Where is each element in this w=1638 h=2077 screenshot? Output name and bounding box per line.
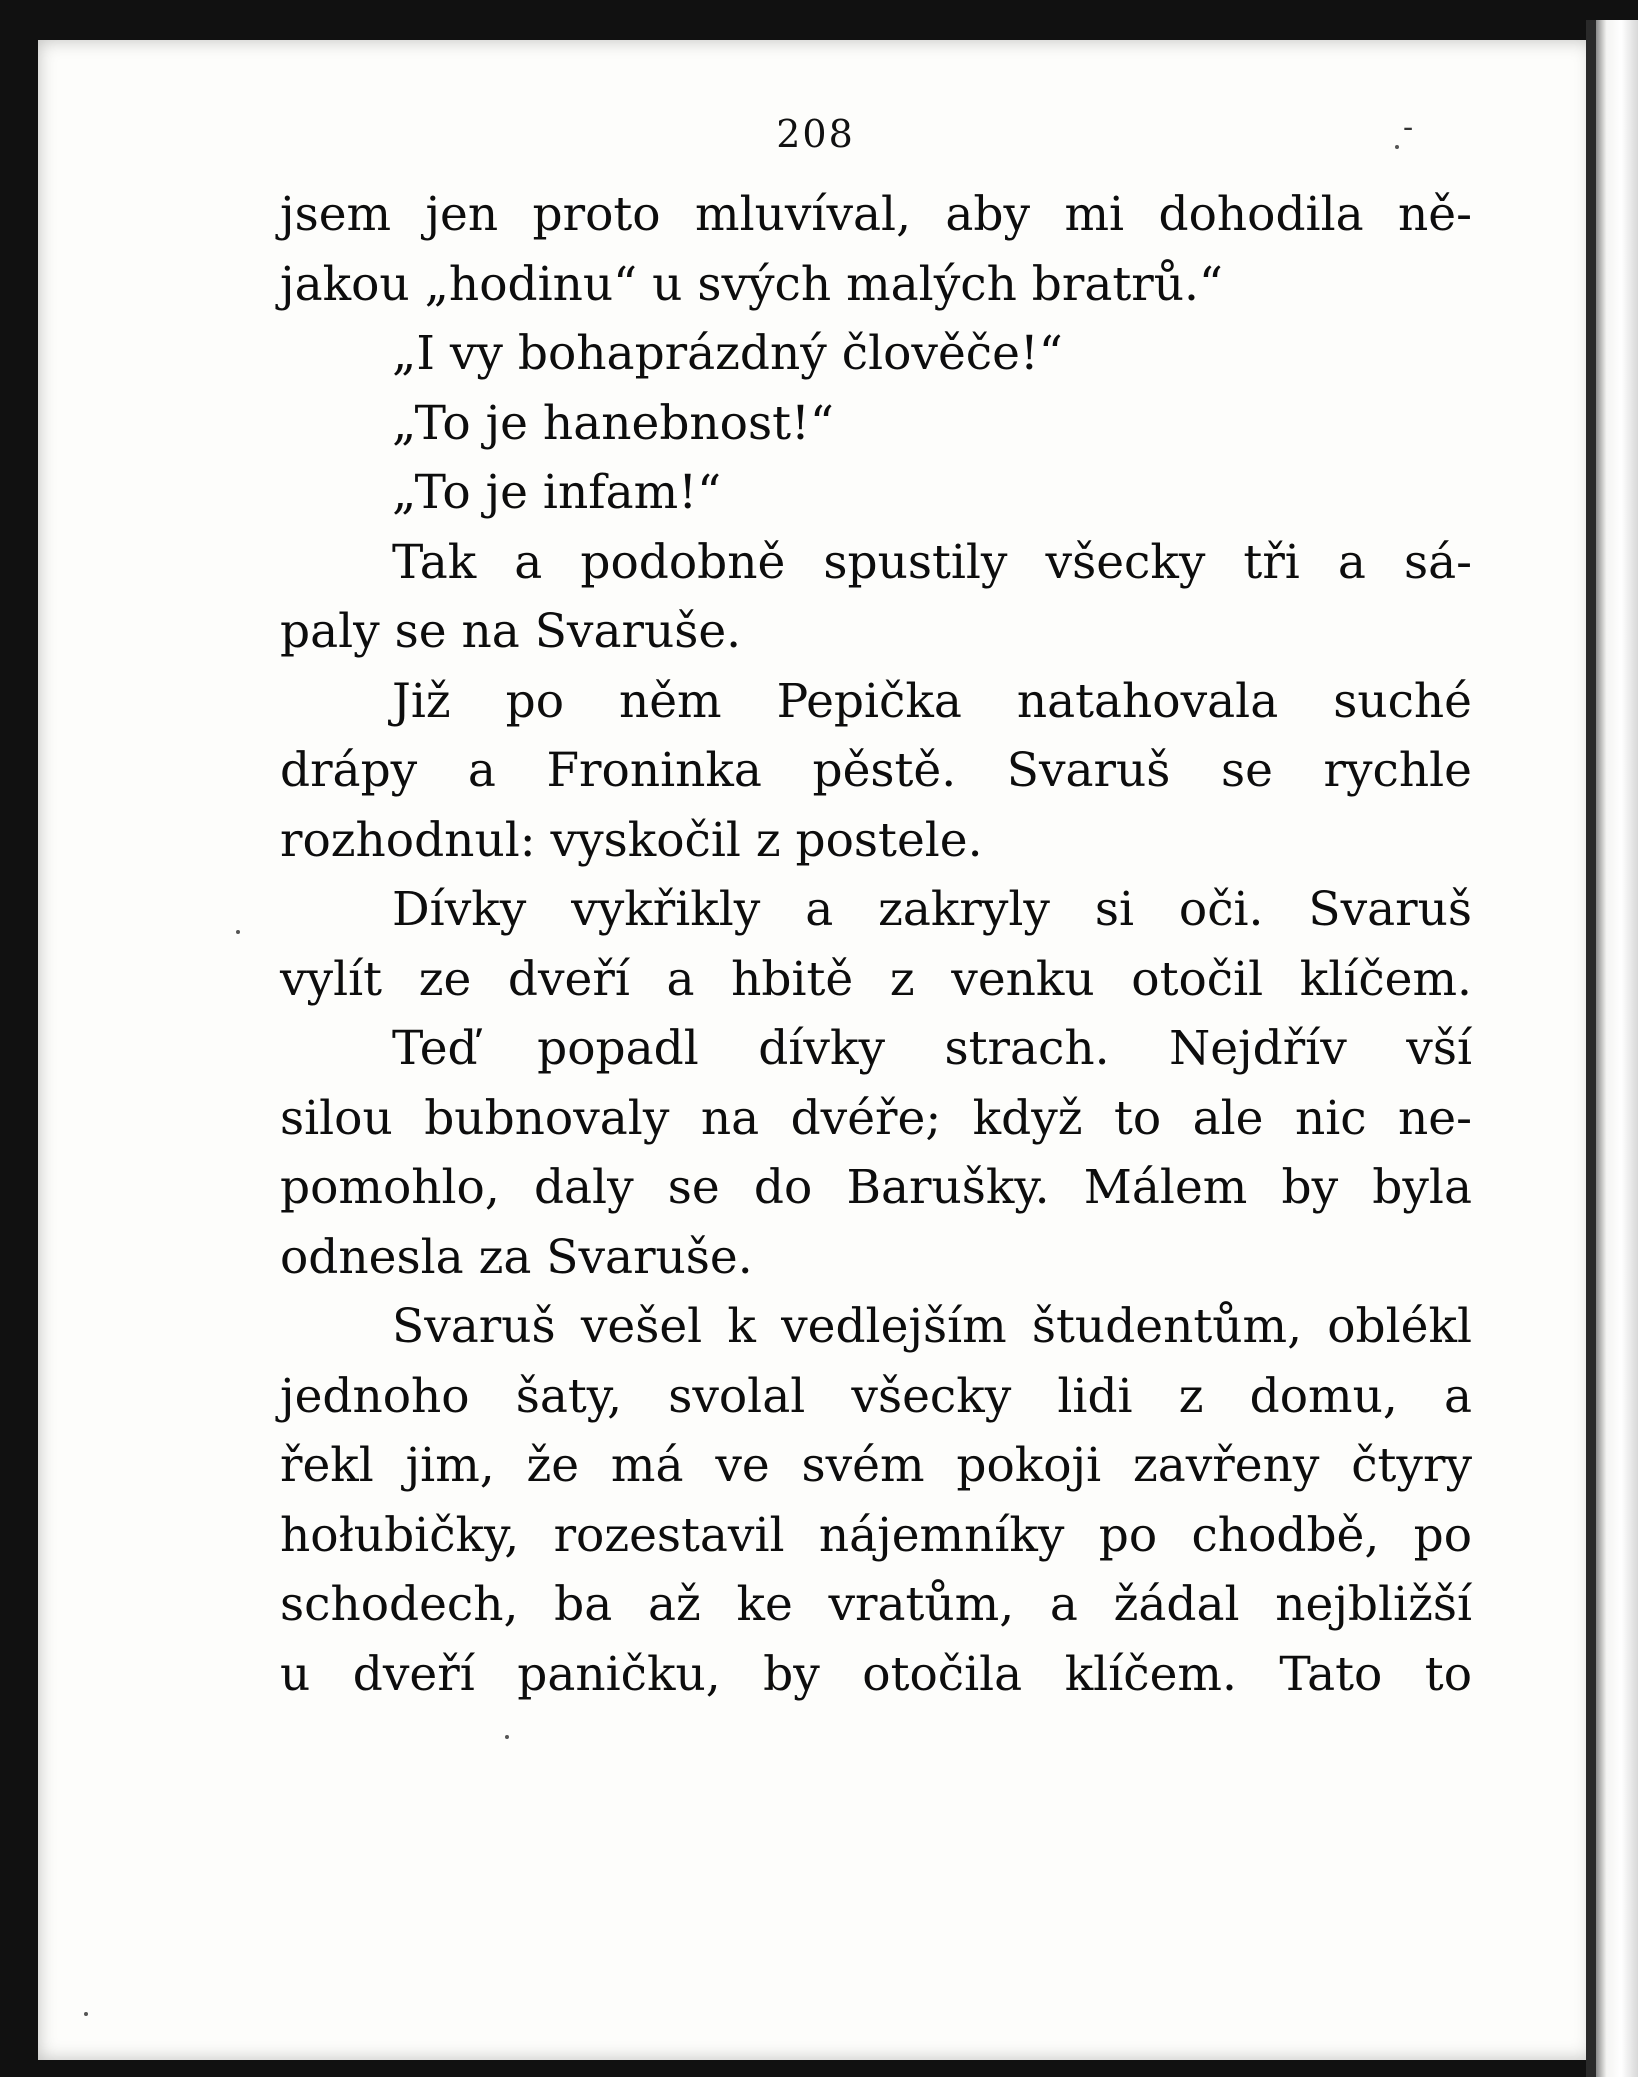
text-line: „To je infam!“ bbox=[392, 465, 722, 520]
binding-shadow bbox=[1586, 20, 1596, 2077]
text-line: Již po něm Pepička natahovala suché bbox=[392, 673, 1472, 729]
text-line: jsem jen proto mluvíval, aby mi dohodila ně- bbox=[280, 187, 1472, 242]
text-line: „I vy bohaprázdný člověče!“ bbox=[392, 326, 1063, 381]
text-line: Tak a podobně spustily všecky tři a sá- bbox=[392, 534, 1472, 590]
page-number: 208 bbox=[776, 112, 855, 156]
print-speck bbox=[1395, 145, 1399, 149]
text-line: jednoho šaty, svolal všecky lidi z domu, a bbox=[280, 1368, 1472, 1424]
print-speck bbox=[84, 2012, 88, 2016]
header-mark: - bbox=[1403, 110, 1414, 145]
text-line: řekl jim, že má ve svém pokoji zavřeny čtyry bbox=[280, 1438, 1472, 1493]
page-edge bbox=[1596, 20, 1638, 2077]
text-line: paly se na Svaruše. bbox=[280, 604, 742, 659]
text-line: schodech, ba až ke vratům, a žádal nejbližší bbox=[280, 1577, 1472, 1632]
text-line: rozhodnul: vyskočil z postele. bbox=[280, 812, 983, 868]
text-line: vylít ze dveří a hbitě z venku otočil klíčem. bbox=[280, 951, 1472, 1007]
text-line: drápy a Froninka pěstě. Svaruš se rychle bbox=[280, 743, 1472, 798]
text-line: jakou „hodinu“ u svých malých bratrů.“ bbox=[280, 256, 1223, 312]
text-line: odnesla za Svaruše. bbox=[280, 1229, 753, 1285]
text-line: Dívky vykřikly a zakryly si oči. Svaruš bbox=[392, 882, 1472, 937]
text-line: Teď popadl dívky strach. Nejdřív vší bbox=[392, 1021, 1472, 1076]
text-line: pomohlo, daly se do Barušky. Málem by byla bbox=[280, 1160, 1472, 1215]
text-line: silou bubnovaly na dvéře; když to ale nic ne- bbox=[280, 1090, 1472, 1146]
text-line: Svaruš vešel k vedlejším študentům, oblékl bbox=[392, 1299, 1472, 1354]
text-line: hołubičky, rozestavil nájemníky po chodbě, po bbox=[280, 1507, 1472, 1563]
body-text bbox=[280, 180, 1472, 1709]
text-line: u dveří paničku, by otočila klíčem. Tato to bbox=[280, 1646, 1472, 1702]
print-speck bbox=[505, 1735, 509, 1739]
text-line: „To je hanebnost!“ bbox=[392, 395, 834, 451]
print-speck bbox=[236, 930, 240, 934]
